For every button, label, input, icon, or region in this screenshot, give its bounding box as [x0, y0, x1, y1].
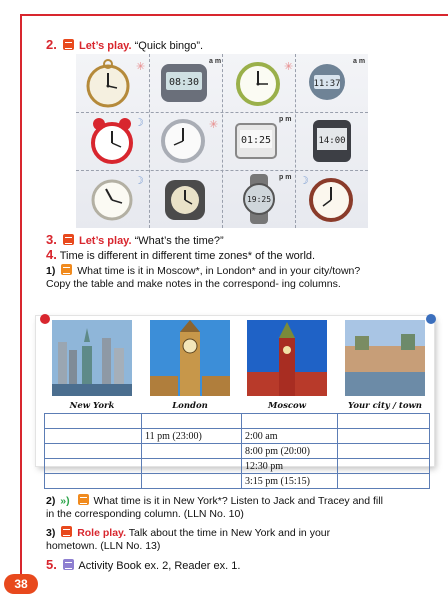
table-cell — [45, 459, 142, 474]
digital-time: 19:25 — [246, 195, 272, 204]
table-cell — [142, 474, 242, 489]
pm-tag: p m — [279, 116, 292, 123]
your-city-photo — [345, 320, 425, 396]
pencil-icon — [78, 494, 89, 505]
exercise-4-task-3 — [46, 526, 384, 552]
exercise-2-heading — [46, 38, 203, 53]
task-2-text: What time is it in New York*? Listen to Jack and Tracey and fill in the corresponding column. (LLN No. 10) — [46, 495, 383, 520]
exercise-5-text: Activity Book ex. 2, Reader ex. 1. — [78, 560, 241, 572]
bingo-grid — [76, 54, 368, 228]
bingo-cell-digital-clock[interactable] — [149, 54, 222, 112]
moon-icon: ☽ — [134, 117, 144, 129]
exercise-2-number: 2. — [46, 37, 57, 52]
table-row — [45, 429, 430, 444]
moscow-photo — [247, 320, 327, 396]
bingo-cell-wooden-clock[interactable] — [295, 170, 368, 228]
exercise-2-title: Let’s play. — [78, 40, 132, 52]
table-row — [45, 459, 430, 474]
role-play-icon — [61, 526, 72, 537]
london-photo — [150, 320, 230, 396]
table-row — [45, 414, 430, 429]
sparkle-icon: ✳ — [284, 61, 294, 73]
bingo-cell-green-clock[interactable] — [222, 54, 295, 112]
bingo-cell-pocket-watch[interactable] — [76, 54, 149, 112]
bingo-cell-digital-clock[interactable] — [295, 112, 368, 170]
digital-time: 14:00 — [318, 136, 346, 146]
am-tag: a m — [353, 58, 366, 65]
time-table — [44, 413, 430, 489]
bingo-cell-digital-clock[interactable] — [295, 54, 368, 112]
exercise-4-task-1 — [46, 264, 384, 290]
play-icon — [63, 39, 74, 50]
table-cell — [142, 414, 242, 429]
table-cell: 12:30 pm — [242, 459, 338, 474]
exercise-5-number: 5. — [46, 557, 57, 572]
exercise-5-heading — [46, 558, 240, 573]
table-cell — [338, 474, 430, 489]
table-cell: 3:15 pm (15:15) — [242, 474, 338, 489]
table-row — [45, 474, 430, 489]
table-cell — [142, 444, 242, 459]
bingo-cell-silver-clock[interactable] — [149, 112, 222, 170]
page-frame-left — [20, 14, 22, 582]
bingo-cell-digital-clock[interactable] — [222, 112, 295, 170]
digital-time: 08:30 — [168, 77, 200, 88]
exercise-4-number: 4. — [46, 247, 57, 262]
sparkle-icon: ✳ — [209, 119, 219, 131]
page-frame-top — [20, 14, 448, 16]
digital-time: 11:37 — [313, 79, 341, 89]
sparkle-icon: ✳ — [136, 61, 146, 73]
moon-icon: ☽ — [299, 175, 309, 187]
pin-icon — [426, 314, 436, 324]
table-cell — [45, 444, 142, 459]
table-cell — [45, 474, 142, 489]
play-icon — [63, 234, 74, 245]
table-cell — [338, 444, 430, 459]
exercise-4-text: Time is different in different time zones* of the world. — [59, 250, 316, 262]
table-cell: 2:00 am — [242, 429, 338, 444]
pm-tag: p m — [279, 174, 292, 181]
table-cell — [338, 414, 430, 429]
task-number: 2) — [46, 495, 56, 507]
table-cell — [338, 459, 430, 474]
table-cell — [242, 414, 338, 429]
exercise-3-number: 3. — [46, 232, 57, 247]
table-cell — [338, 429, 430, 444]
pin-icon — [40, 314, 50, 324]
bingo-cell-brass-clock[interactable] — [76, 170, 149, 228]
task-number: 1) — [46, 265, 56, 277]
table-row — [45, 444, 430, 459]
table-cell: 8:00 pm (20:00) — [242, 444, 338, 459]
am-tag: a m — [209, 58, 222, 65]
exercise-3-heading — [46, 233, 224, 248]
bingo-cell-wristwatch[interactable] — [222, 170, 295, 228]
bingo-cell-alarm-clock[interactable] — [76, 112, 149, 170]
table-cell — [45, 429, 142, 444]
exercise-2-subtitle: “Quick bingo”. — [134, 40, 204, 52]
pencil-icon — [61, 264, 72, 275]
page-number: 38 — [4, 574, 38, 594]
column-label: New York — [69, 401, 115, 411]
wall-clock-icon — [149, 170, 222, 228]
book-icon — [63, 559, 74, 570]
task-3-title: Role play. — [77, 527, 127, 539]
exercise-4-task-2 — [46, 494, 384, 520]
column-label: Your city / town — [347, 401, 422, 411]
task-3-text: Talk about the time in New York and in your hometown. (LLN No. 13) — [46, 527, 331, 552]
digital-clock-icon — [295, 112, 368, 170]
task-number: 3) — [46, 527, 56, 539]
moon-icon: ☽ — [134, 175, 144, 187]
audio-icon[interactable]: ») — [60, 495, 70, 507]
new-york-photo — [52, 320, 132, 396]
bingo-cell-dark-clock[interactable] — [149, 170, 222, 228]
exercise-3-title: Let’s play. — [78, 235, 132, 247]
table-cell: 11 pm (23:00) — [142, 429, 242, 444]
task-1-text: What time is it in Moscow*, in London* and in your city/town? Copy the table and make notes in the correspond- ing columns. — [46, 265, 361, 290]
column-label: Moscow — [267, 401, 307, 411]
table-cell — [45, 414, 142, 429]
exercise-4-heading — [46, 248, 315, 263]
exercise-3-subtitle: “What’s the time?” — [134, 235, 224, 247]
digital-time: 01:25 — [240, 135, 272, 146]
table-cell — [142, 459, 242, 474]
column-label: London — [172, 401, 208, 411]
